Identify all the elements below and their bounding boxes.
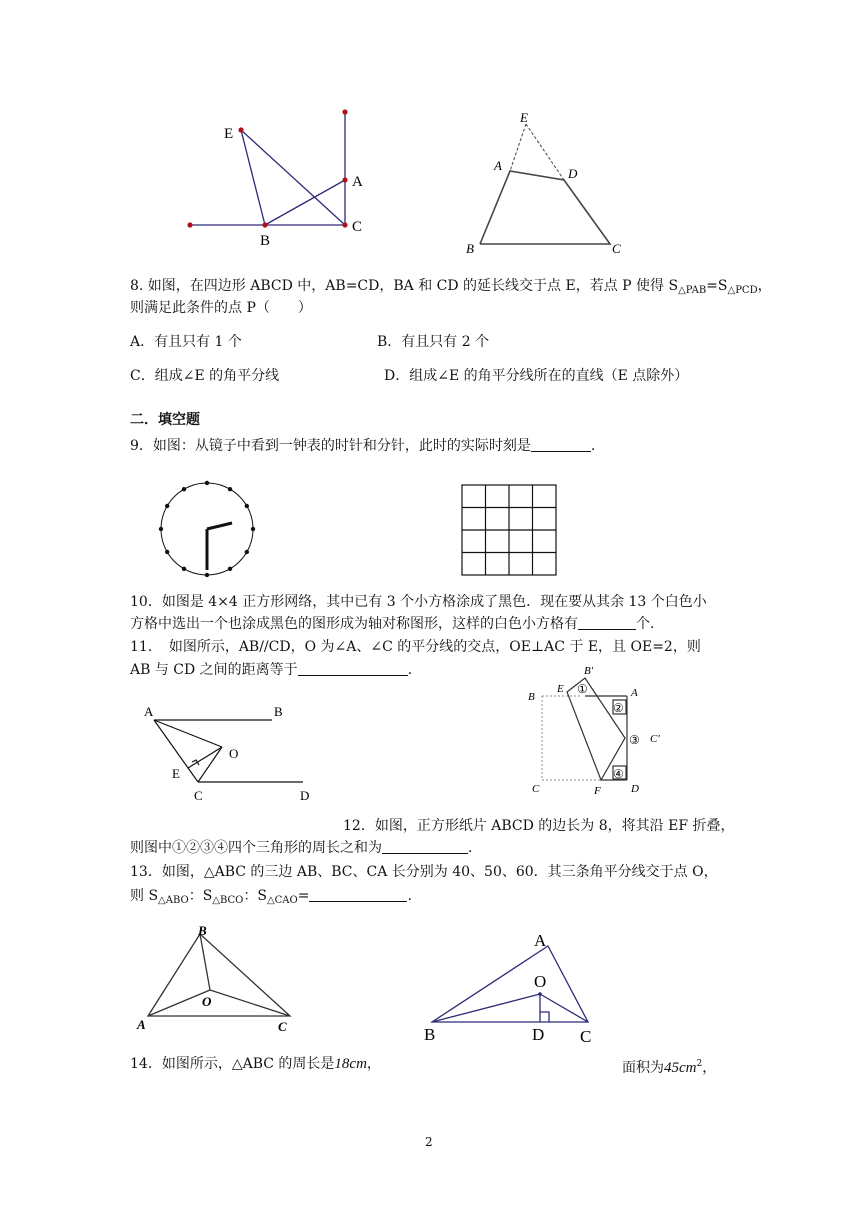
- q11-body: AB 与 CD 之间的距离等于: [130, 662, 298, 678]
- q8-text: 8. 如图，在四边形 ABCD 中，AB=CD，BA 和 CD 的延长线交于点 E，若点 P 使得 S: [130, 278, 679, 294]
- label-O: O: [229, 746, 239, 761]
- label-D: D: [300, 788, 310, 803]
- q11-line1: 11． 如图所示，AB//CD，O 为∠A、∠C 的平分线的交点，OE⊥AC 于 E，且 OE=2，则: [130, 639, 701, 655]
- label-1: ①: [577, 682, 588, 696]
- q13-colon1: ：S: [188, 888, 213, 904]
- q8-tail: ，: [757, 278, 772, 294]
- q11-line2: [130, 660, 412, 680]
- q10-line2: [130, 614, 654, 634]
- clock-hour-dot: [228, 487, 232, 491]
- clock-hour-dot: [245, 550, 249, 554]
- q14-area-end: ，: [702, 1060, 717, 1076]
- q14-area-text: 面积为: [622, 1060, 664, 1076]
- q11-answer-blank[interactable]: [298, 661, 408, 676]
- q10-end: 个.: [636, 616, 655, 632]
- label-E: E: [172, 766, 180, 781]
- label-C: C: [352, 219, 363, 235]
- q13-eq: =: [297, 888, 310, 904]
- q8-sub2: △PCD: [727, 285, 758, 296]
- clock-hour-dot: [182, 567, 186, 571]
- label-D: D: [631, 783, 639, 795]
- clock-hour-dot: [165, 504, 169, 508]
- label-B-prime: B': [584, 665, 594, 677]
- q9-body: 9．如图：从镜子中看到一钟表的时针和分针，此时的实际时刻是: [130, 438, 531, 454]
- label-C: C: [194, 788, 203, 803]
- q8-eq: =S: [706, 278, 728, 294]
- label-A: A: [534, 931, 547, 950]
- page-number: 2: [425, 1135, 433, 1149]
- figure-top-left: [180, 100, 380, 250]
- label-A: A: [352, 174, 363, 190]
- q8-sub1: △PAB: [678, 285, 707, 296]
- clock-hour-dot: [159, 527, 163, 531]
- label-A: A: [144, 704, 154, 719]
- q9-end: .: [590, 438, 596, 454]
- clock-hour-dot: [245, 504, 249, 508]
- q8-line2: 则满足此条件的点 P（ ）: [130, 300, 312, 316]
- q13-lead: 则 S: [130, 888, 159, 904]
- figure-q13: [132, 918, 302, 1038]
- label-D: D: [532, 1025, 545, 1044]
- q14-area-value: 45cm: [664, 1060, 697, 1076]
- q8-option-d: D．组成∠E 的角平分线所在的直线（E 点除外）: [384, 368, 689, 384]
- q14-line: [130, 1054, 381, 1074]
- label-F: F: [594, 785, 601, 797]
- q12-end: .: [468, 840, 473, 856]
- q10-answer-blank[interactable]: [578, 615, 636, 630]
- label-C: C: [278, 1019, 287, 1034]
- label-C: C: [532, 783, 540, 795]
- label-E: E: [520, 110, 528, 125]
- clock-hour-dot: [228, 567, 232, 571]
- q12-line2: [130, 838, 472, 858]
- label-C-prime: C': [650, 733, 660, 745]
- label-A: A: [631, 687, 638, 699]
- q8-option-b: B．有且只有 2 个: [377, 334, 490, 350]
- label-C: C: [612, 241, 621, 256]
- label-A: A: [494, 158, 502, 173]
- label-D: D: [568, 166, 578, 181]
- label-B: B: [198, 923, 207, 938]
- label-E: E: [557, 683, 564, 695]
- q8-option-a: A．有且只有 1 个: [130, 334, 242, 350]
- q14-body: 14．如图所示，△ABC 的周长是: [130, 1056, 335, 1072]
- figure-q12: [525, 662, 665, 802]
- label-B: B: [260, 233, 271, 249]
- q14-perimeter: 18cm: [334, 1056, 367, 1072]
- label-B: B: [466, 241, 474, 256]
- q9-answer-blank[interactable]: [531, 437, 591, 452]
- q13-line2: [130, 886, 412, 911]
- q10-line1: 10．如图是 4×4 正方形网络，其中已有 3 个小方格涂成了黑色．现在要从其余 13 个白色小: [130, 594, 707, 610]
- q13-s2: △BCO: [212, 895, 244, 906]
- section-title: 二．填空题: [130, 412, 200, 428]
- label-3: ③: [629, 733, 640, 747]
- clock-hour-dot: [182, 487, 186, 491]
- label-C: C: [580, 1027, 592, 1046]
- q14-area: [622, 1054, 716, 1078]
- figure-q14: [420, 928, 610, 1048]
- q13-colon2: ：S: [243, 888, 267, 904]
- q13-end: .: [407, 888, 412, 904]
- label-A: A: [137, 1017, 146, 1032]
- q12-line1: 12．如图，正方形纸片 ABCD 的边长为 8，将其沿 EF 折叠，: [343, 818, 735, 834]
- grid-figure: [461, 484, 559, 578]
- label-O: O: [534, 972, 547, 991]
- figure-q11: [140, 700, 330, 810]
- label-B: B: [274, 704, 283, 719]
- q12-answer-blank[interactable]: [382, 839, 468, 854]
- clock-hour-dot: [205, 573, 209, 577]
- label-E: E: [224, 126, 234, 142]
- clock-hour-dot: [205, 481, 209, 485]
- q14-comma: ，: [366, 1056, 381, 1072]
- label-B: B: [528, 691, 535, 703]
- q9-text: [130, 436, 595, 456]
- label-B: B: [424, 1025, 436, 1044]
- label-O: O: [202, 994, 212, 1009]
- label-4: ④: [613, 767, 624, 781]
- clock-figure: [158, 482, 258, 578]
- q13-s3: △CAO: [266, 895, 298, 906]
- q10-body: 方格中选出一个也涂成黑色的图形成为轴对称图形，这样的白色小方格有: [130, 616, 578, 632]
- q8-option-c: C．组成∠E 的角平分线: [130, 368, 280, 384]
- label-2: ②: [613, 701, 624, 715]
- q14-area-sup: 2: [696, 1059, 703, 1069]
- q13-s1: △ABO: [158, 895, 189, 906]
- q11-end: .: [407, 662, 413, 678]
- clock-hour-dot: [165, 550, 169, 554]
- q13-answer-blank[interactable]: [309, 887, 407, 902]
- q12-body: 则图中①②③④四个三角形的周长之和为: [130, 840, 382, 856]
- clock-hour-dot: [251, 527, 255, 531]
- figure-top-right: [460, 108, 640, 258]
- q13-line1: 13．如图，△ABC 的三边 AB、BC、CA 长分别为 40、50、60．其三条角平分线交于点 O，: [130, 864, 718, 880]
